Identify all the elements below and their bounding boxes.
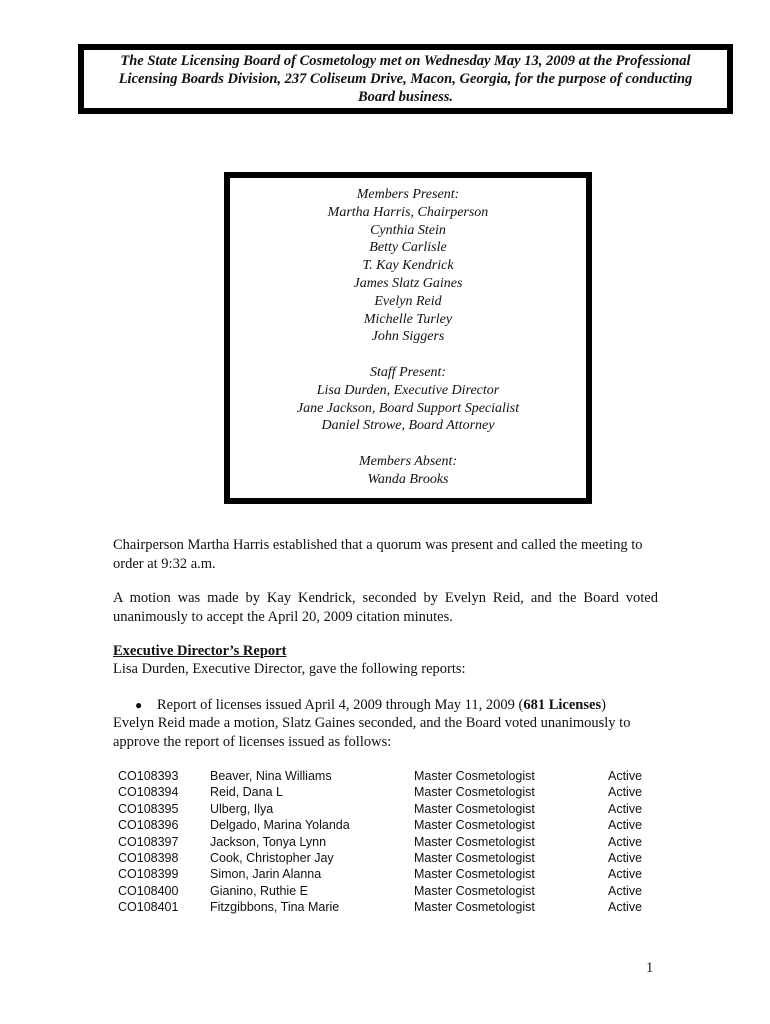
license-number: CO108395 [118, 801, 179, 816]
member-present: John Siggers [371, 329, 445, 345]
members-absent-title: Members Absent: [358, 453, 458, 469]
page-number: 1 [646, 960, 654, 976]
licensee-name: Reid, Dana L [210, 785, 283, 800]
license-type: Master Cosmetologist [414, 785, 535, 800]
staff-present: Jane Jackson, Board Support Specialist [296, 400, 520, 416]
license-status: Active [608, 834, 643, 849]
staff-present: Daniel Strowe, Board Attorney [321, 418, 495, 434]
executive-report-intro: Lisa Durden, Executive Director, gave the following reports: [113, 661, 466, 677]
approve-paragraph: Evelyn Reid made a motion, Slatz Gaines seconded, and the Board voted unanimously to approve the report of licenses issued as follows: [113, 715, 631, 750]
license-status: Active [608, 818, 643, 833]
staff-present: Lisa Durden, Executive Director [316, 382, 500, 398]
license-type: Master Cosmetologist [414, 883, 535, 898]
member-present: Evelyn Reid [374, 293, 442, 309]
license-number: CO108401 [118, 900, 179, 915]
members-present-title: Members Present: [356, 187, 460, 202]
license-type: Master Cosmetologist [414, 818, 535, 833]
licensee-name: Ulberg, Ilya [210, 801, 274, 816]
members-present-group [230, 186, 586, 346]
licensee-name: Gianino, Ruthie E [210, 883, 308, 898]
licensee-name: Delgado, Marina Yolanda [210, 818, 350, 833]
licenses-count: 681 Licenses [523, 697, 602, 713]
attendance-box [224, 172, 592, 504]
licensee-name: Simon, Jarin Alanna [210, 867, 322, 882]
member-present: Martha Harris, Chairperson [327, 204, 489, 220]
license-status: Active [608, 883, 643, 898]
licenses-report-bullet [135, 696, 606, 715]
member-present: Michelle Turley [363, 311, 453, 327]
member-present: Betty Carlisle [369, 240, 447, 256]
member-present: Cynthia Stein [370, 222, 446, 238]
bullet-text: Report of licenses issued April 4, 2009 through May 11, 2009 ( [157, 697, 524, 713]
staff-present-group [230, 364, 586, 435]
license-status: Active [608, 900, 643, 915]
license-type: Master Cosmetologist [414, 769, 535, 783]
licensee-name: Fitzgibbons, Tina Marie [210, 900, 340, 915]
license-status: Active [608, 785, 643, 800]
license-type: Master Cosmetologist [414, 801, 535, 816]
member-present: James Slatz Gaines [353, 275, 463, 291]
license-type: Master Cosmetologist [414, 867, 535, 882]
license-type: Master Cosmetologist [414, 900, 535, 915]
license-number: CO108397 [118, 834, 179, 849]
executive-report-heading: Executive Director’s Report [113, 643, 287, 659]
license-number: CO108399 [118, 867, 179, 882]
license-status: Active [608, 801, 643, 816]
member-present: T. Kay Kendrick [362, 258, 454, 274]
license-status: Active [608, 867, 643, 882]
license-type: Master Cosmetologist [414, 834, 535, 849]
license-number: CO108394 [118, 785, 179, 800]
motion-paragraph: A motion was made by Kay Kendrick, seconded by Evelyn Reid, and the Board voted unanimously to accept the April 20, 2009 citation minutes. [113, 590, 658, 625]
license-status: Active [608, 769, 643, 783]
licensee-name: Cook, Christopher Jay [210, 850, 334, 865]
member-absent: Wanda Brooks [367, 471, 449, 487]
licensee-name: Jackson, Tonya Lynn [210, 834, 327, 849]
members-absent-group [230, 453, 586, 489]
license-number: CO108393 [118, 769, 179, 783]
license-number: CO108398 [118, 850, 179, 865]
staff-present-title: Staff Present: [369, 364, 447, 380]
licensee-name: Beaver, Nina Williams [210, 769, 332, 783]
quorum-paragraph: Chairperson Martha Harris established that a quorum was present and called the meeting to order at 9:32 a.m. [113, 537, 643, 572]
license-number: CO108396 [118, 818, 179, 833]
license-status: Active [608, 850, 643, 865]
bullet-icon: ● [135, 698, 143, 712]
bullet-close: ) [601, 697, 606, 713]
license-type: Master Cosmetologist [414, 850, 535, 865]
meeting-header-text: The State Licensing Board of Cosmetology met on Wednesday May 13, 2009 at the Professional Licensing Boards Division, 237 Coliseum Drive, Macon, Georgia, for the purpose of conducting Board business. [118, 53, 693, 105]
meeting-header-box [78, 44, 733, 114]
license-number: CO108400 [118, 883, 179, 898]
